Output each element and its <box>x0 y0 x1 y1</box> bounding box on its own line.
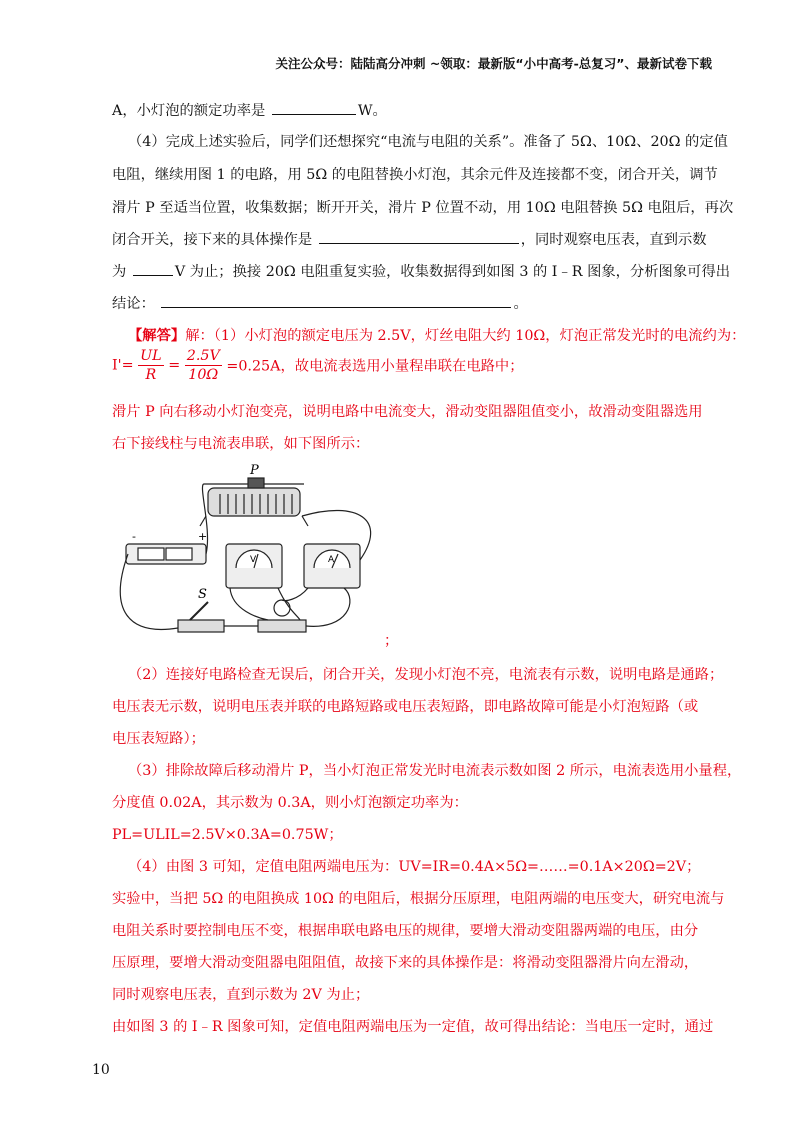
page-header: 关注公众号：陆陆高分冲刺 ~领取：最新版“小中高考-总复习”、最新试卷下载 <box>275 56 712 71</box>
question-4-line: 闭合开关，接下来的具体操作是 ，同时观察电压表，直到示数 <box>112 232 707 248</box>
answer-line: 压原理，要增大滑动变阻器电阻阻值，故接下来的具体操作是：将滑动变阻器滑片向左滑动， <box>112 955 699 971</box>
page-number: 10 <box>92 1062 110 1078</box>
answer-line: 由如图 3 的 I﹣R 图象可知，定值电阻两端电压为一定值，故可得出结论：当电压一定时，通过 <box>112 1019 714 1035</box>
question-4-line: 电阻，继续用图 1 的电路，用 5Ω 的电阻替换小灯泡，其余元件及连接都不变，闭合开关，调节 <box>112 167 718 183</box>
answer-line: 电压表无示数，说明电压表并联的电路短路或电压表短路，即电路故障可能是小灯泡短路（或 <box>112 699 699 715</box>
answer-blank <box>319 242 519 244</box>
answer-line: （4）由图 3 可知，定值电阻两端电压为：UV=IR=0.4A×5Ω=……=0.1A×20Ω=2V； <box>128 859 701 875</box>
question-part-a: A，小灯泡的额定功率是 W。 <box>112 103 387 119</box>
question-4-line: 为 V 为止；换接 20Ω 电阻重复实验，收集数据得到如图 3 的 I﹣R 图象，分析图象可得出 <box>112 264 731 280</box>
answer-line: 分度值 0.02A，其示数为 0.3A，则小灯泡额定功率为： <box>112 795 468 811</box>
answer-line: 实验中，当把 5Ω 的电阻换成 10Ω 的电阻后，根据分压原理，电阻两端的电压变大，研究电流与 <box>112 891 725 907</box>
answer-formula: I'= $\frac{UL}{R}$ = $\frac{2.5V}{10\Omega}$ =0.25A，故电流表选用小量程串联在电路中； <box>112 348 524 383</box>
figure-semicolon: ； <box>384 633 399 649</box>
question-4-line: 滑片 P 至适当位置，收集数据；断开开关，滑片 P 位置不动，用 10Ω 电阻替换 5Ω 电阻后，再次 <box>112 200 734 216</box>
ammeter-label: A <box>328 555 335 565</box>
answer-line: （2）连接好电路检查无误后，闭合开关，发现小灯泡不亮，电流表有示数，说明电路是通路； <box>128 667 724 683</box>
voltmeter-label: V <box>250 555 257 565</box>
answer-tag: 【解答】 <box>128 328 186 344</box>
answer-line: （3）排除故障后移动滑片 P，当小灯泡正常发光时电流表示数如图 2 所示，电流表选用小量程， <box>128 763 742 779</box>
answer-blank <box>272 113 356 115</box>
answer-line: 电压表短路）； <box>112 731 205 747</box>
answer-line: PL=ULIL=2.5V×0.3A=0.75W； <box>112 827 343 843</box>
switch-s-label: S <box>198 587 207 602</box>
question-4-line: （4）完成上述实验后，同学们还想探究“电流与电阻的关系”。准备了 5Ω、10Ω、20Ω 的定值 <box>128 134 728 150</box>
slider-p-label: P <box>250 463 259 478</box>
answer-line: 右下接线柱与电流表串联，如下图所示： <box>112 436 370 452</box>
answer-line: 电阻关系时要控制电压不变，根据串联电路电压的规律，要增大滑动变阻器两端的电压，由分 <box>112 923 699 939</box>
answer-blank <box>161 306 511 308</box>
battery-plus-label: + <box>198 530 208 543</box>
answer-line: 滑片 P 向右移动小灯泡变亮，说明电路中电流变大，滑动变阻器阻值变小，故滑动变阻器选用 <box>112 404 703 420</box>
answer-line: 【解答】解：（1）小灯泡的额定电压为 2.5V，灯丝电阻大约 10Ω，灯泡正常发光时的电流约为： <box>128 328 746 344</box>
battery-minus-label: - <box>132 530 136 543</box>
question-4-line: 结论： 。 <box>112 296 528 312</box>
circuit-diagram <box>108 460 408 650</box>
answer-line: 同时观察电压表，直到示数为 2V 为止； <box>112 987 370 1003</box>
answer-blank <box>133 274 173 276</box>
